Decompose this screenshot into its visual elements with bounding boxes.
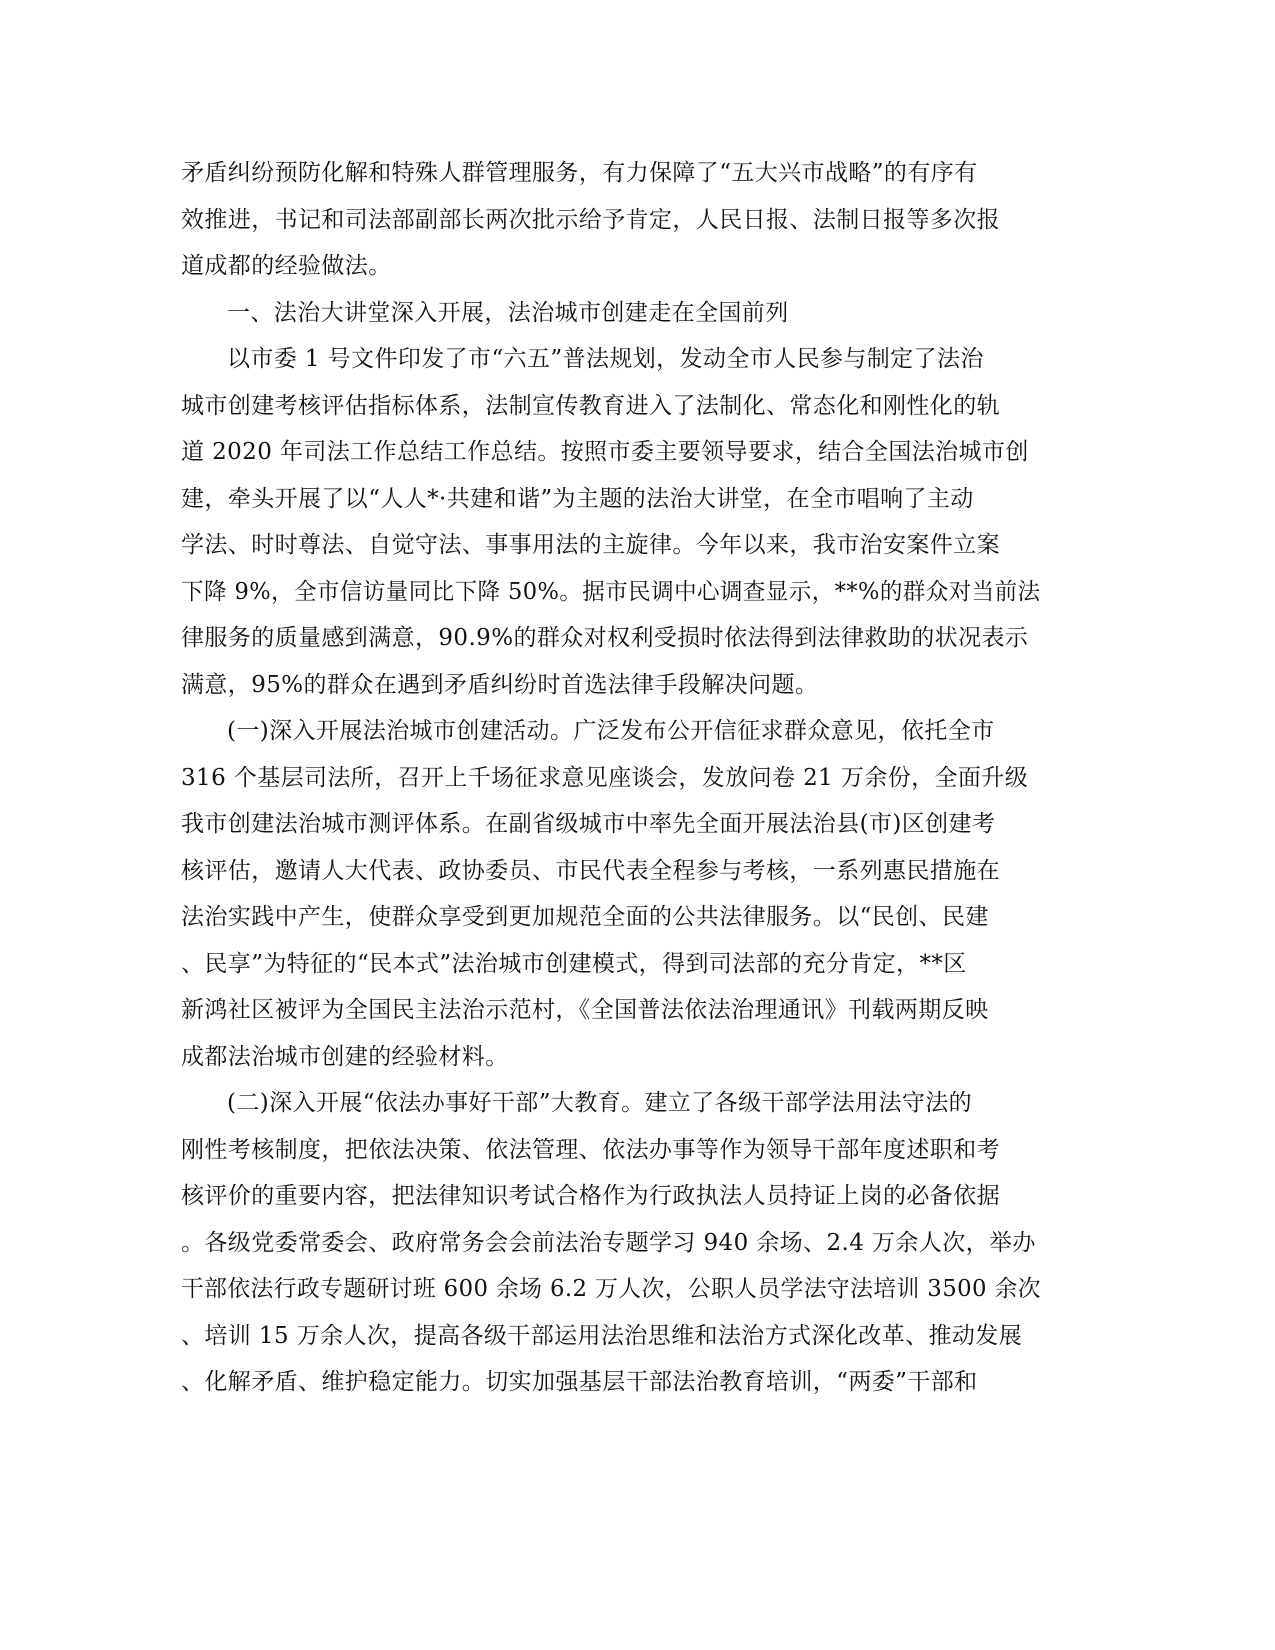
text-line: 道成都的经验做法。 [181, 253, 392, 279]
paragraph-first-line: (一)深入开展法治城市创建活动。广泛发布公开信征求群众意见，依托全市 [227, 718, 995, 744]
text-line: 我市创建法治城市测评体系。在副省级城市中率先全面开展法治县(市)区创建考 [181, 811, 996, 837]
text-line: 刚性考核制度，把依法决策、依法管理、依法办事等作为领导干部年度述职和考 [181, 1136, 1000, 1163]
text-line: 效推进，书记和司法部副部长两次批示给予肯定，人民日报、法制日报等多次报 [181, 206, 1000, 233]
paragraph-first-line: (二)深入开展“依法办事好干部”大教育。建立了各级干部学法用法守法的 [227, 1090, 973, 1116]
text-line: 满意，95%的群众在遇到矛盾纠纷时首选法律手段解决问题。 [181, 671, 819, 698]
text-line: 城市创建考核评估指标体系，法制宣传教育进入了法制化、常态化和刚性化的轨 [181, 392, 1000, 419]
text-line: 下降 9%，全市信访量同比下降 50%。据市民调中心调查显示，**%的群众对当前法 [181, 578, 1041, 605]
text-line: 、民享”为特征的“民本式”法治城市创建模式，得到司法部的充分肯定，**区 [181, 950, 967, 977]
text-line: 矛盾纠纷预防化解和特殊人群管理服务，有力保障了“五大兴市战略”的有序有 [181, 160, 978, 186]
text-line: 核评估，邀请人大代表、政协委员、市民代表全程参与考核，一系列惠民措施在 [181, 857, 1000, 884]
text-line: 新鸿社区被评为全国民主法治示范村，《全国普法依法治理通讯》刊载两期反映 [181, 997, 989, 1023]
text-line: 律服务的质量感到满意，90.9%的群众对权利受损时依法得到法律救助的状况表示 [181, 625, 1029, 651]
text-line: 干部依法行政专题研讨班 600 余场 6.2 万人次，公职人员学法守法培训 3500 余次 [181, 1276, 1041, 1302]
text-line: 建，牵头开展了以“人人*·共建和谐”为主题的法治大讲堂，在全市唱响了主动 [181, 485, 974, 512]
text-line: 学法、时时尊法、自觉守法、事事用法的主旋律。今年以来，我市治安案件立案 [181, 532, 1000, 558]
text-line: 核评价的重要内容，把法律知识考试合格作为行政执法人员持证上岗的必备依据 [181, 1183, 1000, 1209]
text-line: 。各级党委常委会、政府常务会会前法治专题学习 940 余场、2.4 万余人次，举办 [181, 1229, 1036, 1256]
text-line: 道 2020 年司法工作总结工作总结。按照市委主要领导要求，结合全国法治城市创 [181, 439, 1029, 465]
document-body [181, 150, 1041, 1406]
text-line: 316 个基层司法所，召开上千场征求意见座谈会，发放问卷 21 万余份，全面升级 [181, 764, 1029, 791]
paragraph-first-line: 以市委 1 号文件印发了市“六五”普法规划，发动全市人民参与制定了法治 [227, 346, 984, 372]
text-line: 、化解矛盾、维护稳定能力。切实加强基层干部法治教育培训，“两委”干部和 [181, 1369, 978, 1395]
text-line: 成都法治城市创建的经验材料。 [181, 1043, 509, 1070]
paragraph-first-line: 一、法治大讲堂深入开展，法治城市创建走在全国前列 [227, 299, 789, 326]
text-line: 、培训 15 万余人次，提高各级干部运用法治思维和法治方式深化改革、推动发展 [181, 1322, 1023, 1349]
text-line: 法治实践中产生，使群众享受到更加规范全面的公共法律服务。以“民创、民建 [181, 904, 989, 930]
